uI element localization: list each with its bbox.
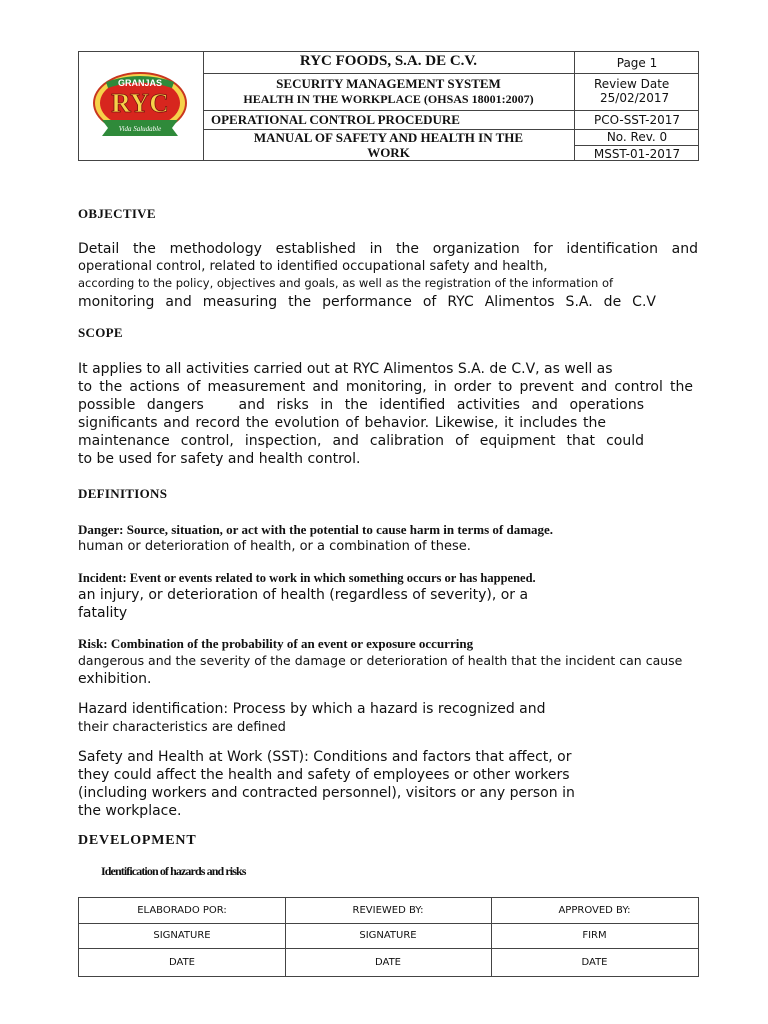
signature-table (78, 897, 699, 977)
incident-term: Incident: Event or events related to work in which something occurs or has happened. (78, 571, 536, 585)
date-cell: DATE (168, 957, 195, 968)
objective-line: according to the policy, objectives and goals, as well as the registration of the information of (78, 276, 614, 290)
objective-line: operational control, related to identified occupational safety and health, (78, 259, 548, 274)
risk-text: dangerous and the severity of the damage or deterioration of health that the incident can cause (78, 653, 683, 668)
definition-incident (78, 570, 698, 622)
development-subtitle: Identification of hazards and risks (101, 864, 246, 878)
review-date-label: Review Date (594, 77, 670, 91)
scope-line: It applies to all activities carried out at RYC Alimentos S.A. de C.V, as well as (78, 361, 613, 377)
definition-danger (78, 521, 698, 555)
incident-text: fatality (78, 605, 128, 621)
ryc-logo (92, 70, 188, 140)
sst-line: they could affect the health and safety of employees or other workers (78, 767, 570, 783)
sst-line: the workplace. (78, 803, 182, 819)
hazard-text: their characteristics are defined (78, 720, 286, 735)
date-cell: DATE (581, 957, 608, 968)
scope-paragraph (78, 360, 698, 468)
document-id: MSST-01-2017 (593, 147, 681, 161)
definition-risk (78, 635, 698, 689)
procedure-code: PCO-SST-2017 (593, 113, 681, 127)
scope-line: to be used for safety and health control. (78, 451, 361, 467)
definition-sst (78, 748, 698, 820)
system-name: SECURITY MANAGEMENT SYSTEM (276, 76, 501, 91)
objective-line: monitoring and measuring the performance of RYC Alimentos S.A. de C.V (78, 294, 656, 310)
procedure-name: OPERATIONAL CONTROL PROCEDURE (211, 112, 460, 127)
definition-hazard-identification (78, 700, 698, 736)
definitions-heading: DEFINITIONS (78, 486, 168, 501)
objective-heading: OBJECTIVE (78, 206, 156, 221)
header-elaborated-by: ELABORADO POR: (137, 905, 227, 916)
page-number: Page 1 (616, 56, 658, 70)
objective-paragraph (78, 240, 698, 313)
review-date-value: 25/02/2017 (600, 91, 670, 105)
sst-line: Safety and Health at Work (SST): Conditions and factors that affect, or (78, 749, 572, 765)
header-approved-by: APPROVED BY: (558, 905, 631, 916)
scope-line: significants and record the evolution of behavior. Likewise, it includes the (78, 415, 606, 431)
hazard-text: Hazard identification: Process by which a hazard is recognized and (78, 701, 546, 717)
svg-text:Vida Saludable: Vida Saludable (118, 125, 162, 133)
manual-title-line2: WORK (367, 145, 410, 160)
manual-title-line1: MANUAL OF SAFETY AND HEALTH IN THE (253, 130, 524, 145)
date-cell: DATE (374, 957, 401, 968)
svg-text:RYC: RYC (111, 88, 169, 118)
risk-text: exhibition. (78, 671, 152, 687)
scope-line: to the actions of measurement and monitoring, in order to prevent and control the (78, 379, 693, 395)
sst-line: (including workers and contracted personnel), visitors or any person in (78, 785, 575, 801)
danger-text: human or deterioration of health, or a combination of these. (78, 539, 471, 554)
svg-text:GRANJAS: GRANJAS (117, 78, 163, 88)
revision-number: No. Rev. 0 (606, 130, 668, 144)
development-heading: DEVELOPMENT (78, 833, 197, 848)
objective-line: Detail the methodology established in the organization for identification and (78, 241, 698, 257)
header-reviewed-by: REVIEWED BY: (352, 905, 424, 916)
danger-term: Danger: Source, situation, or act with the potential to cause harm in terms of damage. (78, 522, 554, 537)
signature-cell: SIGNATURE (153, 930, 211, 941)
scope-line: maintenance control, inspection, and calibration of equipment that could (78, 433, 644, 449)
signature-cell: SIGNATURE (359, 930, 417, 941)
firm-cell: FIRM (582, 930, 607, 941)
incident-text: an injury, or deterioration of health (regardless of severity), or a (78, 587, 529, 603)
scope-heading: SCOPE (78, 325, 123, 340)
risk-term: Risk: Combination of the probability of an event or exposure occurring (78, 636, 474, 651)
scope-line: possible dangers and risks in the identified activities and operations (78, 397, 644, 413)
ohsas-standard: HEALTH IN THE WORKPLACE (OHSAS 18001:2007) (243, 92, 534, 106)
company-name: RYC FOODS, S.A. DE C.V. (299, 53, 478, 69)
